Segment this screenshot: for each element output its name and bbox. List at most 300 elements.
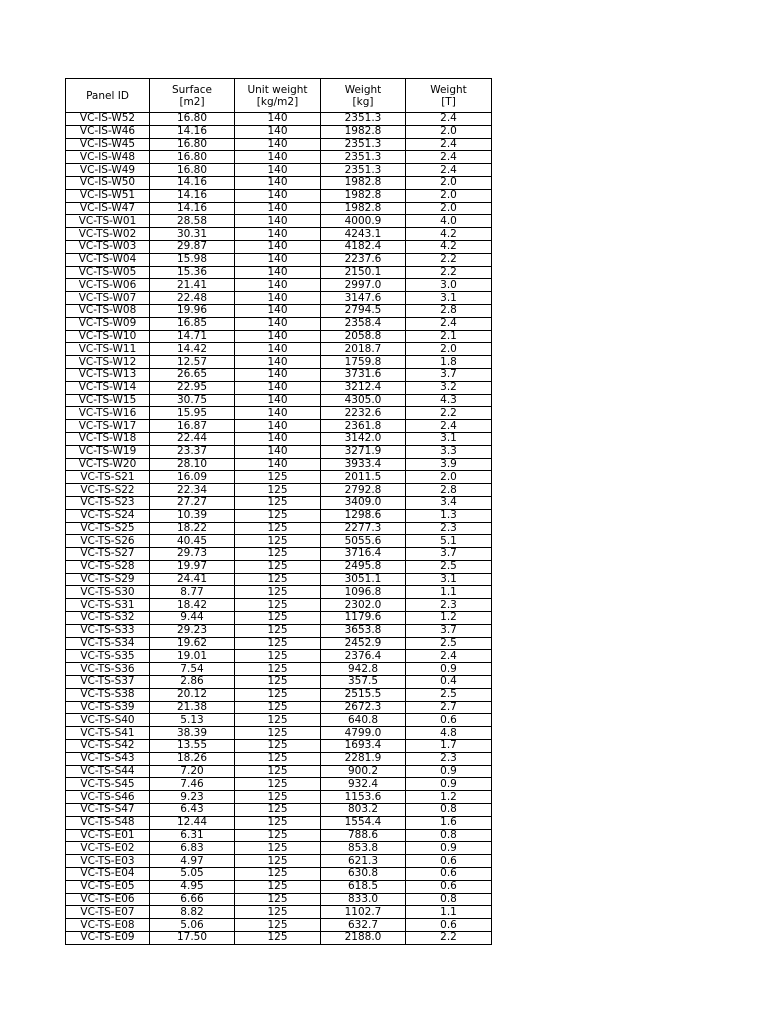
cell-surface: 14.16 xyxy=(150,176,235,189)
cell-surface: 8.82 xyxy=(150,906,235,919)
cell-surface: 5.05 xyxy=(150,868,235,881)
cell-surface: 19.96 xyxy=(150,304,235,317)
cell-surface: 9.23 xyxy=(150,791,235,804)
cell-weight-kg: 3731.6 xyxy=(321,368,406,381)
cell-unit-weight: 125 xyxy=(235,612,321,625)
cell-unit-weight: 140 xyxy=(235,343,321,356)
cell-weight-t: 2.4 xyxy=(406,650,492,663)
cell-weight-t: 2.0 xyxy=(406,189,492,202)
cell-weight-kg: 2515.5 xyxy=(321,688,406,701)
table-row xyxy=(66,509,492,522)
cell-weight-kg: 357.5 xyxy=(321,676,406,689)
cell-weight-t: 2.0 xyxy=(406,202,492,215)
cell-panel-id: VC-TS-W02 xyxy=(66,228,150,241)
cell-weight-kg: 2277.3 xyxy=(321,522,406,535)
cell-panel-id: VC-TS-W05 xyxy=(66,266,150,279)
table-row xyxy=(66,676,492,689)
cell-panel-id: VC-TS-W12 xyxy=(66,356,150,369)
cell-weight-kg: 2302.0 xyxy=(321,599,406,612)
cell-weight-t: 2.7 xyxy=(406,701,492,714)
cell-weight-kg: 4799.0 xyxy=(321,727,406,740)
cell-weight-t: 0.6 xyxy=(406,919,492,932)
table-row xyxy=(66,855,492,868)
cell-weight-kg: 3271.9 xyxy=(321,445,406,458)
cell-surface: 38.39 xyxy=(150,727,235,740)
table-row xyxy=(66,816,492,829)
cell-surface: 28.10 xyxy=(150,458,235,471)
table-row xyxy=(66,279,492,292)
table-row xyxy=(66,778,492,791)
cell-panel-id: VC-TS-E04 xyxy=(66,868,150,881)
cell-weight-t: 4.8 xyxy=(406,727,492,740)
cell-panel-id: VC-TS-W14 xyxy=(66,381,150,394)
cell-weight-kg: 630.8 xyxy=(321,868,406,881)
cell-surface: 12.57 xyxy=(150,356,235,369)
cell-surface: 19.97 xyxy=(150,560,235,573)
cell-panel-id: VC-TS-W17 xyxy=(66,420,150,433)
cell-weight-t: 1.2 xyxy=(406,791,492,804)
cell-surface: 14.16 xyxy=(150,202,235,215)
cell-panel-id: VC-TS-S37 xyxy=(66,676,150,689)
cell-weight-kg: 1982.8 xyxy=(321,176,406,189)
cell-unit-weight: 140 xyxy=(235,164,321,177)
cell-surface: 40.45 xyxy=(150,535,235,548)
table-row xyxy=(66,919,492,932)
cell-surface: 28.58 xyxy=(150,215,235,228)
cell-weight-kg: 3409.0 xyxy=(321,496,406,509)
table-row xyxy=(66,560,492,573)
cell-weight-t: 0.9 xyxy=(406,778,492,791)
cell-weight-t: 1.8 xyxy=(406,356,492,369)
cell-unit-weight: 125 xyxy=(235,778,321,791)
cell-weight-t: 2.2 xyxy=(406,253,492,266)
table-row xyxy=(66,176,492,189)
cell-unit-weight: 140 xyxy=(235,240,321,253)
cell-surface: 22.34 xyxy=(150,484,235,497)
cell-weight-kg: 2794.5 xyxy=(321,304,406,317)
cell-panel-id: VC-TS-W11 xyxy=(66,343,150,356)
cell-unit-weight: 125 xyxy=(235,560,321,573)
cell-panel-id: VC-TS-S40 xyxy=(66,714,150,727)
table-row xyxy=(66,394,492,407)
cell-weight-kg: 2376.4 xyxy=(321,650,406,663)
table-row xyxy=(66,893,492,906)
cell-weight-kg: 5055.6 xyxy=(321,535,406,548)
table-row xyxy=(66,125,492,138)
cell-panel-id: VC-TS-S48 xyxy=(66,816,150,829)
cell-panel-id: VC-TS-S44 xyxy=(66,765,150,778)
cell-unit-weight: 140 xyxy=(235,253,321,266)
cell-weight-kg: 3653.8 xyxy=(321,624,406,637)
cell-unit-weight: 125 xyxy=(235,535,321,548)
cell-unit-weight: 125 xyxy=(235,765,321,778)
cell-weight-kg: 1179.6 xyxy=(321,612,406,625)
cell-panel-id: VC-TS-W15 xyxy=(66,394,150,407)
cell-panel-id: VC-TS-S25 xyxy=(66,522,150,535)
cell-panel-id: VC-TS-S28 xyxy=(66,560,150,573)
cell-panel-id: VC-TS-E08 xyxy=(66,919,150,932)
cell-unit-weight: 125 xyxy=(235,599,321,612)
cell-weight-kg: 640.8 xyxy=(321,714,406,727)
cell-weight-kg: 2997.0 xyxy=(321,279,406,292)
cell-unit-weight: 140 xyxy=(235,138,321,151)
cell-panel-id: VC-TS-S45 xyxy=(66,778,150,791)
cell-panel-id: VC-TS-W20 xyxy=(66,458,150,471)
cell-surface: 26.65 xyxy=(150,368,235,381)
cell-surface: 16.80 xyxy=(150,138,235,151)
cell-panel-id: VC-TS-S42 xyxy=(66,740,150,753)
cell-weight-kg: 1982.8 xyxy=(321,189,406,202)
cell-unit-weight: 125 xyxy=(235,714,321,727)
cell-weight-t: 0.4 xyxy=(406,676,492,689)
cell-surface: 9.44 xyxy=(150,612,235,625)
header-weight-t-label: Weight xyxy=(430,83,467,96)
cell-unit-weight: 140 xyxy=(235,330,321,343)
table-row xyxy=(66,535,492,548)
cell-unit-weight: 125 xyxy=(235,740,321,753)
table-row xyxy=(66,868,492,881)
cell-surface: 15.36 xyxy=(150,266,235,279)
table-row xyxy=(66,688,492,701)
cell-panel-id: VC-TS-S27 xyxy=(66,548,150,561)
cell-weight-t: 2.4 xyxy=(406,113,492,126)
cell-weight-t: 0.8 xyxy=(406,893,492,906)
cell-unit-weight: 140 xyxy=(235,458,321,471)
cell-weight-t: 0.9 xyxy=(406,663,492,676)
cell-weight-kg: 1982.8 xyxy=(321,125,406,138)
cell-weight-t: 3.1 xyxy=(406,432,492,445)
cell-weight-kg: 4182.4 xyxy=(321,240,406,253)
header-weight-kg-unit: [kg] xyxy=(352,95,374,108)
cell-weight-kg: 2672.3 xyxy=(321,701,406,714)
cell-surface: 6.83 xyxy=(150,842,235,855)
cell-unit-weight: 140 xyxy=(235,356,321,369)
cell-weight-t: 0.6 xyxy=(406,868,492,881)
header-surface-unit: [m2] xyxy=(179,95,205,108)
cell-unit-weight: 125 xyxy=(235,624,321,637)
cell-surface: 16.80 xyxy=(150,151,235,164)
cell-panel-id: VC-IS-W51 xyxy=(66,189,150,202)
table-row xyxy=(66,266,492,279)
header-panel-id xyxy=(66,79,150,113)
table-row xyxy=(66,151,492,164)
table-row xyxy=(66,445,492,458)
cell-weight-t: 1.2 xyxy=(406,612,492,625)
cell-panel-id: VC-IS-W52 xyxy=(66,113,150,126)
cell-surface: 15.98 xyxy=(150,253,235,266)
cell-surface: 7.20 xyxy=(150,765,235,778)
header-weight-t xyxy=(406,79,492,113)
cell-weight-t: 1.6 xyxy=(406,816,492,829)
cell-surface: 16.80 xyxy=(150,113,235,126)
cell-unit-weight: 140 xyxy=(235,125,321,138)
cell-weight-t: 3.4 xyxy=(406,496,492,509)
cell-weight-kg: 2358.4 xyxy=(321,317,406,330)
table-row xyxy=(66,253,492,266)
table-row xyxy=(66,637,492,650)
cell-unit-weight: 125 xyxy=(235,906,321,919)
cell-unit-weight: 125 xyxy=(235,676,321,689)
table-row xyxy=(66,624,492,637)
cell-weight-t: 3.0 xyxy=(406,279,492,292)
table-row xyxy=(66,599,492,612)
panel-weight-table xyxy=(65,78,492,945)
cell-weight-kg: 942.8 xyxy=(321,663,406,676)
table-row xyxy=(66,420,492,433)
cell-unit-weight: 125 xyxy=(235,522,321,535)
cell-unit-weight: 125 xyxy=(235,663,321,676)
cell-panel-id: VC-TS-S41 xyxy=(66,727,150,740)
cell-unit-weight: 125 xyxy=(235,496,321,509)
cell-weight-kg: 803.2 xyxy=(321,804,406,817)
cell-unit-weight: 125 xyxy=(235,637,321,650)
table-row xyxy=(66,317,492,330)
cell-weight-kg: 1096.8 xyxy=(321,586,406,599)
table-row xyxy=(66,804,492,817)
cell-surface: 2.86 xyxy=(150,676,235,689)
cell-panel-id: VC-TS-S24 xyxy=(66,509,150,522)
cell-surface: 6.43 xyxy=(150,804,235,817)
cell-weight-t: 2.3 xyxy=(406,599,492,612)
cell-panel-id: VC-TS-S39 xyxy=(66,701,150,714)
cell-panel-id: VC-TS-W10 xyxy=(66,330,150,343)
cell-unit-weight: 125 xyxy=(235,509,321,522)
table-row xyxy=(66,612,492,625)
cell-weight-t: 2.0 xyxy=(406,471,492,484)
cell-unit-weight: 125 xyxy=(235,868,321,881)
table-row xyxy=(66,228,492,241)
cell-weight-kg: 3212.4 xyxy=(321,381,406,394)
cell-unit-weight: 125 xyxy=(235,586,321,599)
header-unit-weight-label: Unit weight xyxy=(247,83,308,96)
table-row xyxy=(66,292,492,305)
cell-surface: 18.22 xyxy=(150,522,235,535)
cell-weight-kg: 632.7 xyxy=(321,919,406,932)
cell-weight-t: 2.3 xyxy=(406,752,492,765)
cell-weight-kg: 900.2 xyxy=(321,765,406,778)
cell-weight-kg: 2452.9 xyxy=(321,637,406,650)
table-row xyxy=(66,381,492,394)
header-surface xyxy=(150,79,235,113)
table-row xyxy=(66,202,492,215)
cell-surface: 20.12 xyxy=(150,688,235,701)
cell-weight-kg: 1693.4 xyxy=(321,740,406,753)
cell-surface: 6.66 xyxy=(150,893,235,906)
table-row xyxy=(66,573,492,586)
table-row xyxy=(66,586,492,599)
cell-weight-t: 0.8 xyxy=(406,829,492,842)
cell-surface: 16.09 xyxy=(150,471,235,484)
cell-panel-id: VC-TS-W19 xyxy=(66,445,150,458)
cell-unit-weight: 140 xyxy=(235,228,321,241)
cell-surface: 5.06 xyxy=(150,919,235,932)
table-row xyxy=(66,407,492,420)
table-row xyxy=(66,356,492,369)
cell-unit-weight: 140 xyxy=(235,432,321,445)
cell-unit-weight: 140 xyxy=(235,292,321,305)
table-row xyxy=(66,663,492,676)
cell-unit-weight: 125 xyxy=(235,688,321,701)
cell-weight-t: 0.9 xyxy=(406,765,492,778)
cell-surface: 22.48 xyxy=(150,292,235,305)
table-row xyxy=(66,791,492,804)
cell-unit-weight: 140 xyxy=(235,394,321,407)
cell-surface: 29.73 xyxy=(150,548,235,561)
cell-weight-kg: 1554.4 xyxy=(321,816,406,829)
cell-surface: 22.95 xyxy=(150,381,235,394)
header-weight-kg xyxy=(321,79,406,113)
cell-weight-kg: 4243.1 xyxy=(321,228,406,241)
cell-unit-weight: 125 xyxy=(235,573,321,586)
cell-weight-t: 3.3 xyxy=(406,445,492,458)
cell-weight-t: 1.1 xyxy=(406,906,492,919)
cell-surface: 14.71 xyxy=(150,330,235,343)
cell-weight-t: 4.0 xyxy=(406,215,492,228)
cell-surface: 21.38 xyxy=(150,701,235,714)
cell-panel-id: VC-IS-W50 xyxy=(66,176,150,189)
cell-unit-weight: 125 xyxy=(235,816,321,829)
cell-panel-id: VC-IS-W48 xyxy=(66,151,150,164)
cell-surface: 7.46 xyxy=(150,778,235,791)
table-row xyxy=(66,522,492,535)
cell-weight-t: 2.0 xyxy=(406,176,492,189)
cell-weight-t: 2.1 xyxy=(406,330,492,343)
cell-weight-t: 1.3 xyxy=(406,509,492,522)
cell-weight-kg: 3716.4 xyxy=(321,548,406,561)
cell-panel-id: VC-IS-W49 xyxy=(66,164,150,177)
cell-unit-weight: 125 xyxy=(235,893,321,906)
cell-weight-t: 4.2 xyxy=(406,228,492,241)
table-row xyxy=(66,880,492,893)
cell-panel-id: VC-TS-S26 xyxy=(66,535,150,548)
cell-panel-id: VC-TS-W07 xyxy=(66,292,150,305)
cell-weight-t: 2.5 xyxy=(406,560,492,573)
cell-surface: 15.95 xyxy=(150,407,235,420)
cell-panel-id: VC-TS-W06 xyxy=(66,279,150,292)
cell-unit-weight: 140 xyxy=(235,151,321,164)
cell-weight-t: 1.7 xyxy=(406,740,492,753)
cell-surface: 22.44 xyxy=(150,432,235,445)
cell-panel-id: VC-IS-W47 xyxy=(66,202,150,215)
cell-weight-t: 2.2 xyxy=(406,266,492,279)
cell-surface: 10.39 xyxy=(150,509,235,522)
cell-weight-t: 2.4 xyxy=(406,138,492,151)
cell-panel-id: VC-TS-S21 xyxy=(66,471,150,484)
table-row xyxy=(66,458,492,471)
cell-weight-t: 2.0 xyxy=(406,343,492,356)
table-row xyxy=(66,932,492,945)
cell-panel-id: VC-TS-W18 xyxy=(66,432,150,445)
cell-weight-t: 2.4 xyxy=(406,420,492,433)
table-row xyxy=(66,740,492,753)
cell-unit-weight: 140 xyxy=(235,420,321,433)
cell-unit-weight: 140 xyxy=(235,176,321,189)
header-weight-kg-label: Weight xyxy=(344,83,382,96)
cell-surface: 14.16 xyxy=(150,189,235,202)
cell-weight-kg: 4305.0 xyxy=(321,394,406,407)
cell-weight-t: 3.7 xyxy=(406,624,492,637)
header-unit-weight-unit: [kg/m2] xyxy=(256,95,299,108)
cell-panel-id: VC-TS-W13 xyxy=(66,368,150,381)
cell-panel-id: VC-TS-S31 xyxy=(66,599,150,612)
cell-panel-id: VC-TS-S23 xyxy=(66,496,150,509)
cell-panel-id: VC-TS-W03 xyxy=(66,240,150,253)
table-row xyxy=(66,304,492,317)
table-row xyxy=(66,471,492,484)
cell-surface: 4.97 xyxy=(150,855,235,868)
cell-unit-weight: 125 xyxy=(235,932,321,945)
cell-weight-kg: 2351.3 xyxy=(321,164,406,177)
cell-panel-id: VC-TS-S43 xyxy=(66,752,150,765)
cell-weight-kg: 3051.1 xyxy=(321,573,406,586)
cell-weight-kg: 4000.9 xyxy=(321,215,406,228)
cell-panel-id: VC-TS-W16 xyxy=(66,407,150,420)
cell-weight-kg: 1102.7 xyxy=(321,906,406,919)
cell-weight-kg: 3933.4 xyxy=(321,458,406,471)
cell-panel-id: VC-TS-W04 xyxy=(66,253,150,266)
cell-weight-t: 2.3 xyxy=(406,522,492,535)
cell-panel-id: VC-IS-W45 xyxy=(66,138,150,151)
cell-panel-id: VC-TS-E09 xyxy=(66,932,150,945)
table-row xyxy=(66,842,492,855)
cell-surface: 8.77 xyxy=(150,586,235,599)
cell-weight-kg: 2351.3 xyxy=(321,151,406,164)
cell-surface: 24.41 xyxy=(150,573,235,586)
cell-panel-id: VC-TS-S22 xyxy=(66,484,150,497)
cell-weight-t: 3.7 xyxy=(406,548,492,561)
cell-weight-kg: 2150.1 xyxy=(321,266,406,279)
cell-weight-kg: 833.0 xyxy=(321,893,406,906)
cell-panel-id: VC-TS-S29 xyxy=(66,573,150,586)
cell-weight-t: 2.5 xyxy=(406,637,492,650)
cell-weight-t: 0.6 xyxy=(406,880,492,893)
table-row xyxy=(66,765,492,778)
cell-surface: 21.41 xyxy=(150,279,235,292)
cell-panel-id: VC-TS-E02 xyxy=(66,842,150,855)
cell-weight-t: 3.2 xyxy=(406,381,492,394)
cell-surface: 17.50 xyxy=(150,932,235,945)
cell-panel-id: VC-TS-S47 xyxy=(66,804,150,817)
cell-weight-kg: 2188.0 xyxy=(321,932,406,945)
cell-surface: 16.85 xyxy=(150,317,235,330)
cell-unit-weight: 125 xyxy=(235,752,321,765)
cell-surface: 27.27 xyxy=(150,496,235,509)
cell-panel-id: VC-TS-S46 xyxy=(66,791,150,804)
cell-panel-id: VC-TS-S34 xyxy=(66,637,150,650)
cell-weight-kg: 2237.6 xyxy=(321,253,406,266)
cell-weight-kg: 1153.6 xyxy=(321,791,406,804)
cell-surface: 19.62 xyxy=(150,637,235,650)
cell-unit-weight: 125 xyxy=(235,855,321,868)
cell-weight-kg: 2232.6 xyxy=(321,407,406,420)
cell-surface: 23.37 xyxy=(150,445,235,458)
cell-weight-t: 2.8 xyxy=(406,304,492,317)
cell-weight-kg: 1982.8 xyxy=(321,202,406,215)
cell-surface: 7.54 xyxy=(150,663,235,676)
cell-weight-kg: 788.6 xyxy=(321,829,406,842)
table-row xyxy=(66,330,492,343)
cell-weight-t: 4.3 xyxy=(406,394,492,407)
table-row xyxy=(66,215,492,228)
cell-panel-id: VC-TS-S33 xyxy=(66,624,150,637)
cell-weight-kg: 1298.6 xyxy=(321,509,406,522)
cell-unit-weight: 125 xyxy=(235,880,321,893)
cell-weight-t: 3.9 xyxy=(406,458,492,471)
cell-surface: 29.23 xyxy=(150,624,235,637)
cell-surface: 14.42 xyxy=(150,343,235,356)
cell-unit-weight: 125 xyxy=(235,484,321,497)
cell-weight-t: 3.1 xyxy=(406,573,492,586)
